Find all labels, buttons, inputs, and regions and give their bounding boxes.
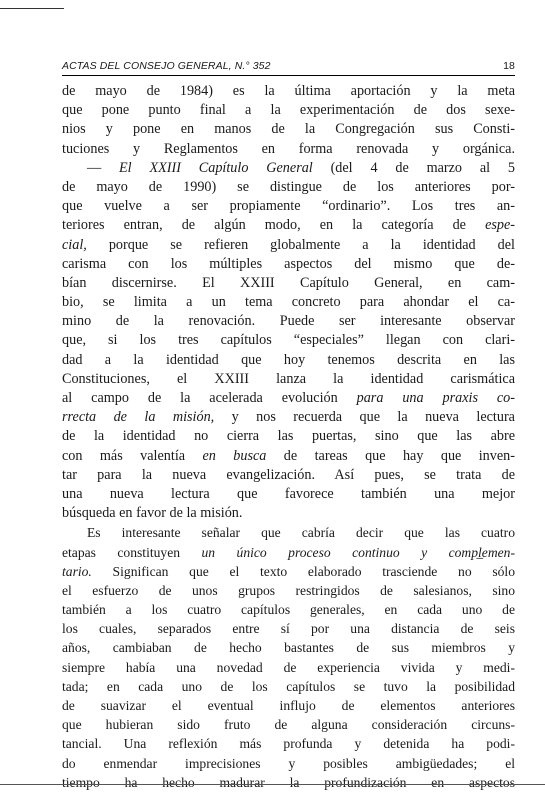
line-text: Significan que el texto elaborado trasciende no sólo bbox=[91, 563, 515, 579]
corner-rule bbox=[0, 8, 64, 9]
text-line bbox=[62, 447, 515, 466]
line-text: años, cambiaban de hecho bastantes de sus miembros y bbox=[62, 640, 515, 656]
text-line bbox=[62, 523, 515, 542]
text-line bbox=[62, 236, 515, 255]
line-text: y nos recuerda que la nueva lectura bbox=[214, 409, 515, 426]
line-text: el esfuerzo de unos grupos restringidos de salesianos, sino bbox=[62, 582, 515, 598]
text-line bbox=[62, 408, 515, 427]
text-line bbox=[62, 370, 515, 389]
text-line bbox=[62, 696, 515, 715]
text-line bbox=[62, 754, 515, 773]
line-text: — bbox=[87, 159, 120, 176]
italic-text: espe- bbox=[485, 217, 515, 234]
line-text: que hubieran sido fruto de alguna consideración circuns- bbox=[62, 717, 515, 733]
line-text: que, si los tres capítulos “especiales” llegan con clari- bbox=[62, 332, 515, 349]
line-text: teriores entran, de algún modo, en la categoría de bbox=[62, 217, 486, 234]
text-line bbox=[62, 427, 515, 446]
line-text: dad a la identidad que hoy tenemos descrita en las bbox=[62, 351, 515, 368]
header-rule bbox=[62, 75, 515, 76]
running-header bbox=[62, 60, 515, 76]
bottom-rule bbox=[0, 784, 545, 785]
text-line bbox=[62, 504, 515, 523]
text-line bbox=[62, 351, 515, 370]
line-text: los cuales, separados entre sí por una distancia de seis bbox=[62, 621, 515, 637]
text-line bbox=[62, 600, 515, 619]
text-line bbox=[62, 120, 515, 139]
italic-text: tario. bbox=[62, 563, 92, 579]
header-title: ACTAS DEL CONSEJO GENERAL, N.° 352 bbox=[62, 60, 271, 72]
text-line bbox=[62, 466, 515, 485]
line-text: también a los cuatro capítulos generales, en cada uno de bbox=[62, 602, 515, 618]
text-line bbox=[62, 216, 515, 235]
text-line bbox=[62, 485, 515, 504]
text-line bbox=[62, 581, 515, 600]
text-line bbox=[62, 658, 515, 677]
line-text: Constituciones, el XXIII lanza la identidad carismática bbox=[62, 370, 515, 387]
italic-text: El XXIII Capítulo General bbox=[119, 159, 313, 176]
line-text: etapas constituyen bbox=[62, 544, 202, 560]
text-line bbox=[62, 274, 515, 293]
italic-text: un único proceso continuo y compl̲emen- bbox=[201, 544, 515, 560]
text-line bbox=[62, 159, 515, 178]
line-text: tuciones y Reglamentos en forma renovada y orgánica. bbox=[62, 140, 515, 157]
line-text: tada; en cada uno de los capítulos se tuvo la posibilidad bbox=[62, 678, 515, 694]
italic-text: rrecta de la misión, bbox=[62, 409, 215, 426]
line-text: tancial. Una reflexión más profunda y detenida ha podi- bbox=[62, 736, 515, 752]
line-text: do enmendar imprecisiones y posibles ambigüedades; el bbox=[62, 755, 515, 771]
text-line bbox=[62, 312, 515, 331]
body-text bbox=[62, 82, 515, 792]
line-text: al campo de la acelerada evolución bbox=[62, 390, 357, 406]
line-text: tar para la nueva evangelización. Así pues, se trata de bbox=[62, 466, 515, 483]
line-text: una nueva lectura que favorece también una mejor bbox=[62, 485, 515, 502]
text-line bbox=[62, 543, 515, 562]
line-text: mino de la renovación. Puede ser interesante observar bbox=[62, 313, 515, 330]
text-line bbox=[62, 389, 515, 408]
text-line bbox=[62, 101, 515, 120]
line-text: siempre había una novedad de experiencia vivida y medi- bbox=[62, 659, 515, 675]
text-line bbox=[62, 82, 515, 101]
line-text: de mayo de 1990) se distingue de los anteriores por- bbox=[62, 178, 515, 195]
italic-text: cial, bbox=[62, 236, 87, 253]
line-text: tiempo ha hecho madurar la profundización en aspectos bbox=[62, 774, 515, 790]
italic-text: en busca bbox=[202, 447, 267, 464]
line-text: de tareas que hay que inven- bbox=[266, 447, 515, 464]
italic-text: para una praxis co- bbox=[356, 390, 515, 406]
page-number: 18 bbox=[503, 60, 515, 72]
line-text: que pone punto final a la experimentación de dos sexe- bbox=[62, 102, 515, 119]
line-text: de la identidad no cierra las puertas, sino que las abre bbox=[62, 428, 515, 445]
text-line bbox=[62, 734, 515, 753]
text-line bbox=[62, 255, 515, 274]
text-line bbox=[62, 562, 515, 581]
line-text: Es interesante señalar que cabría decir que las cuatro bbox=[87, 525, 515, 541]
line-text: carisma con los múltiples aspectos del mismo que de- bbox=[62, 255, 515, 272]
text-line bbox=[62, 293, 515, 312]
text-line bbox=[62, 677, 515, 696]
text-line bbox=[62, 638, 515, 657]
line-text: (del 4 de marzo al 5 bbox=[312, 159, 515, 176]
text-line bbox=[62, 331, 515, 350]
line-text: bio, se limita a un tema concreto para ahondar el ca- bbox=[62, 294, 515, 311]
line-text: búsqueda en favor de la misión. bbox=[62, 505, 243, 522]
text-line bbox=[62, 619, 515, 638]
text-line bbox=[62, 178, 515, 197]
line-text: de suavizar el eventual influjo de elementos anteriores bbox=[62, 698, 515, 713]
line-text: que vuelve a ser propiamente “ordinario”. Los tres an- bbox=[62, 198, 515, 215]
line-text: con más valentía bbox=[62, 447, 203, 464]
text-line bbox=[62, 773, 515, 792]
text-line bbox=[62, 140, 515, 159]
text-line bbox=[62, 197, 515, 216]
line-text: nios y pone en manos de la Congregación sus Consti- bbox=[62, 121, 515, 138]
line-text: de mayo de 1984) es la última aportación y la meta bbox=[62, 83, 515, 99]
line-text: bían discernirse. El XXIII Capítulo General, en cam- bbox=[62, 274, 515, 291]
line-text: porque se refieren globalmente a la identidad del bbox=[86, 236, 515, 253]
text-line bbox=[62, 715, 515, 734]
